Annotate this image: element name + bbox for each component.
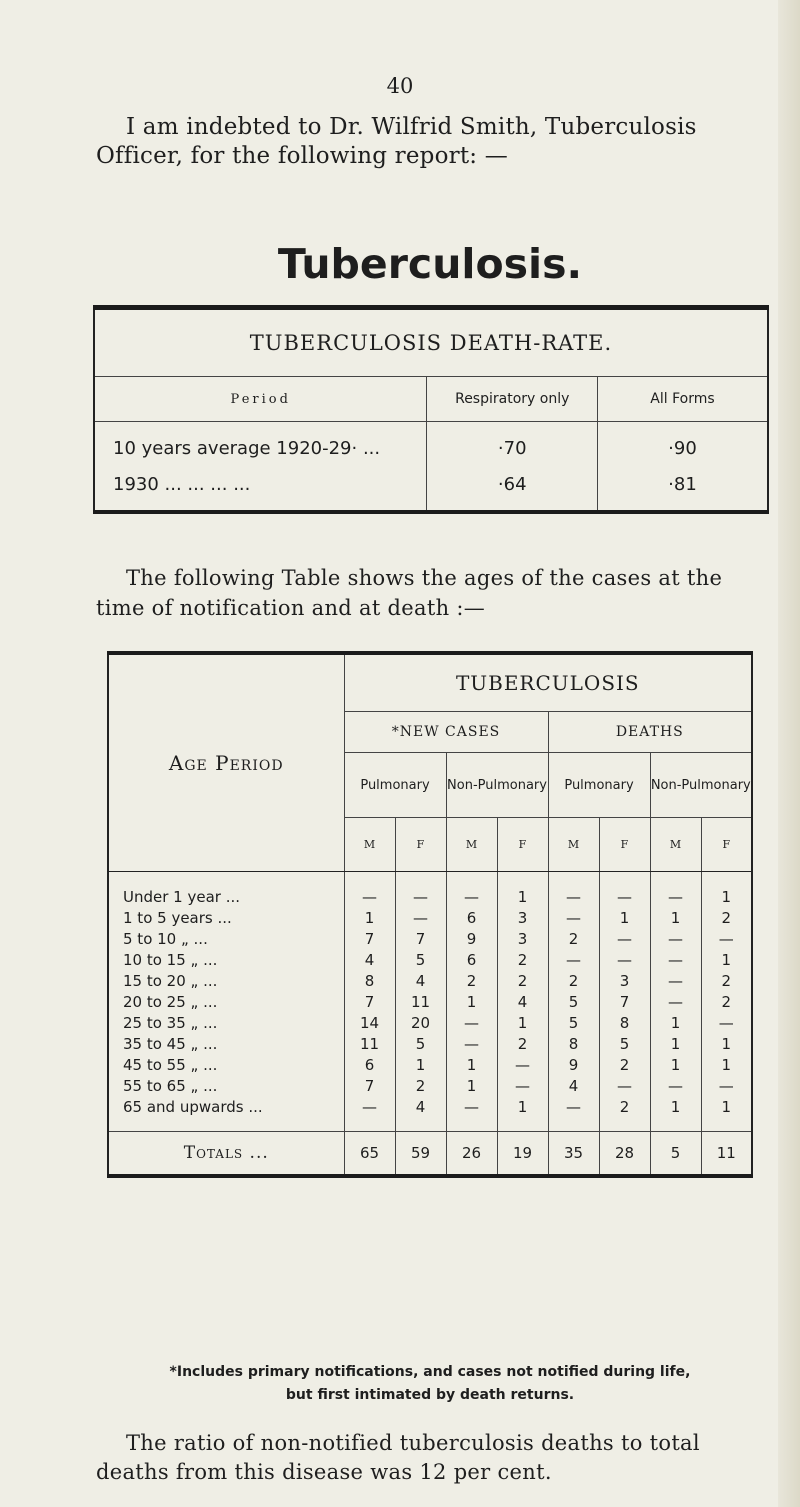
table-cell: 7 (344, 928, 395, 949)
table-cell: — (446, 886, 497, 907)
table-cell: 5 (548, 991, 599, 1012)
row-respiratory: ·64 (427, 466, 598, 502)
intro-line-1: I am indebted to Dr. Wilfrid Smith, Tuberculosis (126, 114, 697, 140)
table-cell: 2 (395, 1075, 446, 1096)
age-intro-line-2: time of notification and at death :— (96, 596, 486, 620)
header-period: Period (94, 377, 427, 422)
age-label: 20 to 25 „ ... (123, 992, 218, 1011)
table-cell: 5 (395, 1033, 446, 1054)
table-cell: — (446, 1033, 497, 1054)
row-respiratory: ·70 (427, 430, 598, 466)
ratio-line-2: deaths from this disease was 12 per cent. (96, 1460, 552, 1484)
sex-header: M (548, 818, 599, 872)
table-row (108, 1096, 752, 1117)
totals-cell: 65 (344, 1132, 395, 1177)
table-cell: — (701, 928, 752, 949)
table-cell: — (344, 1096, 395, 1117)
table-cell: — (599, 1075, 650, 1096)
sex-header: F (395, 818, 446, 872)
table-cell: 1 (701, 1096, 752, 1117)
totals-label: Totals ... (108, 1132, 344, 1177)
table-cell: — (446, 1096, 497, 1117)
age-table (107, 651, 753, 1178)
table-cell: — (548, 949, 599, 970)
table-row (108, 991, 752, 1012)
totals-cell: 11 (701, 1132, 752, 1177)
section-heading: Tuberculosis. (277, 240, 583, 288)
table-cell: 5 (395, 949, 446, 970)
table-cell: 2 (548, 928, 599, 949)
table-cell: 2 (701, 970, 752, 991)
table-cell: 3 (599, 970, 650, 991)
table-cell: 1 (497, 1096, 548, 1117)
table-cell: — (650, 928, 701, 949)
footnote-line-2: but first intimated by death returns. (285, 1387, 575, 1403)
table-cell: — (701, 1075, 752, 1096)
table-cell: — (395, 907, 446, 928)
deaths-header: DEATHS (548, 712, 752, 753)
table-row (108, 949, 752, 970)
tuberculosis-header: TUBERCULOSIS (344, 653, 752, 712)
table-cell: 2 (599, 1096, 650, 1117)
totals-cell: 35 (548, 1132, 599, 1177)
table-cell: — (650, 1075, 701, 1096)
table-cell: 5 (548, 1012, 599, 1033)
table-row (108, 1033, 752, 1054)
table-cell: — (599, 949, 650, 970)
table-cell: — (395, 886, 446, 907)
table-cell: — (497, 1075, 548, 1096)
table-cell: 7 (599, 991, 650, 1012)
table-cell: 1 (701, 949, 752, 970)
intro-paragraph (96, 113, 796, 171)
new-cases-header: *NEW CASES (344, 712, 548, 753)
totals-cell: 28 (599, 1132, 650, 1177)
table-cell: — (548, 1096, 599, 1117)
table-cell: 9 (446, 928, 497, 949)
table-cell: 1 (344, 907, 395, 928)
table-cell: 1 (650, 1054, 701, 1075)
totals-cell: 59 (395, 1132, 446, 1177)
table-cell: 1 (650, 1096, 701, 1117)
table-cell: 7 (344, 1075, 395, 1096)
totals-cell: 19 (497, 1132, 548, 1177)
page-number: 40 (386, 74, 414, 98)
totals-row (108, 1132, 752, 1177)
table-cell: — (599, 928, 650, 949)
table-cell: — (497, 1054, 548, 1075)
table-cell: 2 (497, 970, 548, 991)
table-cell: 1 (650, 1012, 701, 1033)
age-period-header: Age Period (108, 653, 344, 872)
table-cell: 4 (395, 970, 446, 991)
table-cell: 2 (548, 970, 599, 991)
table-row (108, 1075, 752, 1096)
new-non-pulmonary-header: Non-Pulmonary (446, 753, 548, 818)
table-cell: 1 (701, 886, 752, 907)
table-cell: 20 (395, 1012, 446, 1033)
table-cell: 1 (599, 907, 650, 928)
table-cell: 3 (497, 928, 548, 949)
row-period: 1930 ... ... ... ... (113, 473, 251, 495)
age-label: 65 and upwards ... (123, 1097, 263, 1116)
ratio-line-1: The ratio of non-notified tuberculosis deaths to total (126, 1431, 700, 1455)
footnote-line-1: *Includes primary notifications, and cases not notified during life, (169, 1364, 691, 1380)
table-cell: 6 (446, 949, 497, 970)
age-label: 10 to 15 „ ... (123, 950, 218, 969)
table-cell: 1 (701, 1033, 752, 1054)
table-cell: — (650, 886, 701, 907)
row-period: 10 years average 1920-29· ... (113, 437, 381, 459)
table-cell: 2 (497, 949, 548, 970)
header-all-forms: All Forms (597, 377, 768, 422)
table-cell: — (446, 1012, 497, 1033)
table-row (108, 886, 752, 907)
table-cell: 8 (344, 970, 395, 991)
table-cell: 5 (599, 1033, 650, 1054)
sex-header: F (701, 818, 752, 872)
sex-header: M (650, 818, 701, 872)
death-rate-caption: TUBERCULOSIS DEATH-RATE. (94, 308, 768, 377)
table-row (108, 907, 752, 928)
table-cell: 4 (548, 1075, 599, 1096)
age-label: 45 to 55 „ ... (123, 1055, 218, 1074)
footnote (0, 1361, 800, 1407)
ratio-paragraph (96, 1429, 776, 1487)
table-cell: 1 (650, 907, 701, 928)
table-cell: 4 (395, 1096, 446, 1117)
table-row (108, 1012, 752, 1033)
header-respiratory: Respiratory only (427, 377, 598, 422)
table-cell: 6 (344, 1054, 395, 1075)
table-cell: 8 (548, 1033, 599, 1054)
age-label: 55 to 65 „ ... (123, 1076, 218, 1095)
table-cell: 1 (701, 1054, 752, 1075)
table-cell: 8 (599, 1012, 650, 1033)
table-cell: — (599, 886, 650, 907)
row-all-forms: ·81 (597, 466, 768, 502)
table-cell: — (701, 1012, 752, 1033)
intro-line-2: Officer, for the following report: — (96, 143, 508, 169)
table-row (94, 430, 768, 466)
table-cell: 1 (497, 886, 548, 907)
table-cell: 2 (701, 907, 752, 928)
sex-header: M (344, 818, 395, 872)
table-cell: 4 (344, 949, 395, 970)
table-cell: 7 (395, 928, 446, 949)
table-cell: — (548, 886, 599, 907)
table-row (108, 970, 752, 991)
table-cell: 7 (344, 991, 395, 1012)
page-edge (778, 0, 800, 1507)
table-cell: 2 (701, 991, 752, 1012)
table-cell: 1 (446, 991, 497, 1012)
table-row (108, 928, 752, 949)
totals-cell: 26 (446, 1132, 497, 1177)
age-label: 15 to 20 „ ... (123, 971, 218, 990)
age-table-intro (96, 563, 776, 623)
death-non-pulmonary-header: Non-Pulmonary (650, 753, 752, 818)
age-label: 1 to 5 years ... (123, 908, 232, 927)
table-cell: 1 (395, 1054, 446, 1075)
totals-cell: 5 (650, 1132, 701, 1177)
table-cell: 2 (599, 1054, 650, 1075)
table-cell: — (548, 907, 599, 928)
table-cell: 6 (446, 907, 497, 928)
sex-header: M (446, 818, 497, 872)
table-cell: — (650, 991, 701, 1012)
table-cell: 4 (497, 991, 548, 1012)
table-row (94, 466, 768, 502)
sex-header: F (497, 818, 548, 872)
table-cell: 9 (548, 1054, 599, 1075)
table-cell: 1 (497, 1012, 548, 1033)
table-cell: 1 (446, 1054, 497, 1075)
age-label: 25 to 35 „ ... (123, 1013, 218, 1032)
age-label: 5 to 10 „ ... (123, 929, 208, 948)
death-pulmonary-header: Pulmonary (548, 753, 650, 818)
age-label: Under 1 year ... (123, 887, 241, 906)
table-cell: — (650, 949, 701, 970)
new-pulmonary-header: Pulmonary (344, 753, 446, 818)
table-cell: 2 (446, 970, 497, 991)
table-cell: 14 (344, 1012, 395, 1033)
table-cell: 3 (497, 907, 548, 928)
table-row (108, 1054, 752, 1075)
table-cell: 2 (497, 1033, 548, 1054)
table-cell: 11 (344, 1033, 395, 1054)
death-rate-table (93, 305, 769, 514)
age-intro-line-1: The following Table shows the ages of the cases at the (126, 566, 723, 590)
table-cell: — (650, 970, 701, 991)
table-cell: 1 (650, 1033, 701, 1054)
row-all-forms: ·90 (597, 430, 768, 466)
table-cell: — (344, 886, 395, 907)
sex-header: F (599, 818, 650, 872)
table-cell: 11 (395, 991, 446, 1012)
age-label: 35 to 45 „ ... (123, 1034, 218, 1053)
table-cell: 1 (446, 1075, 497, 1096)
